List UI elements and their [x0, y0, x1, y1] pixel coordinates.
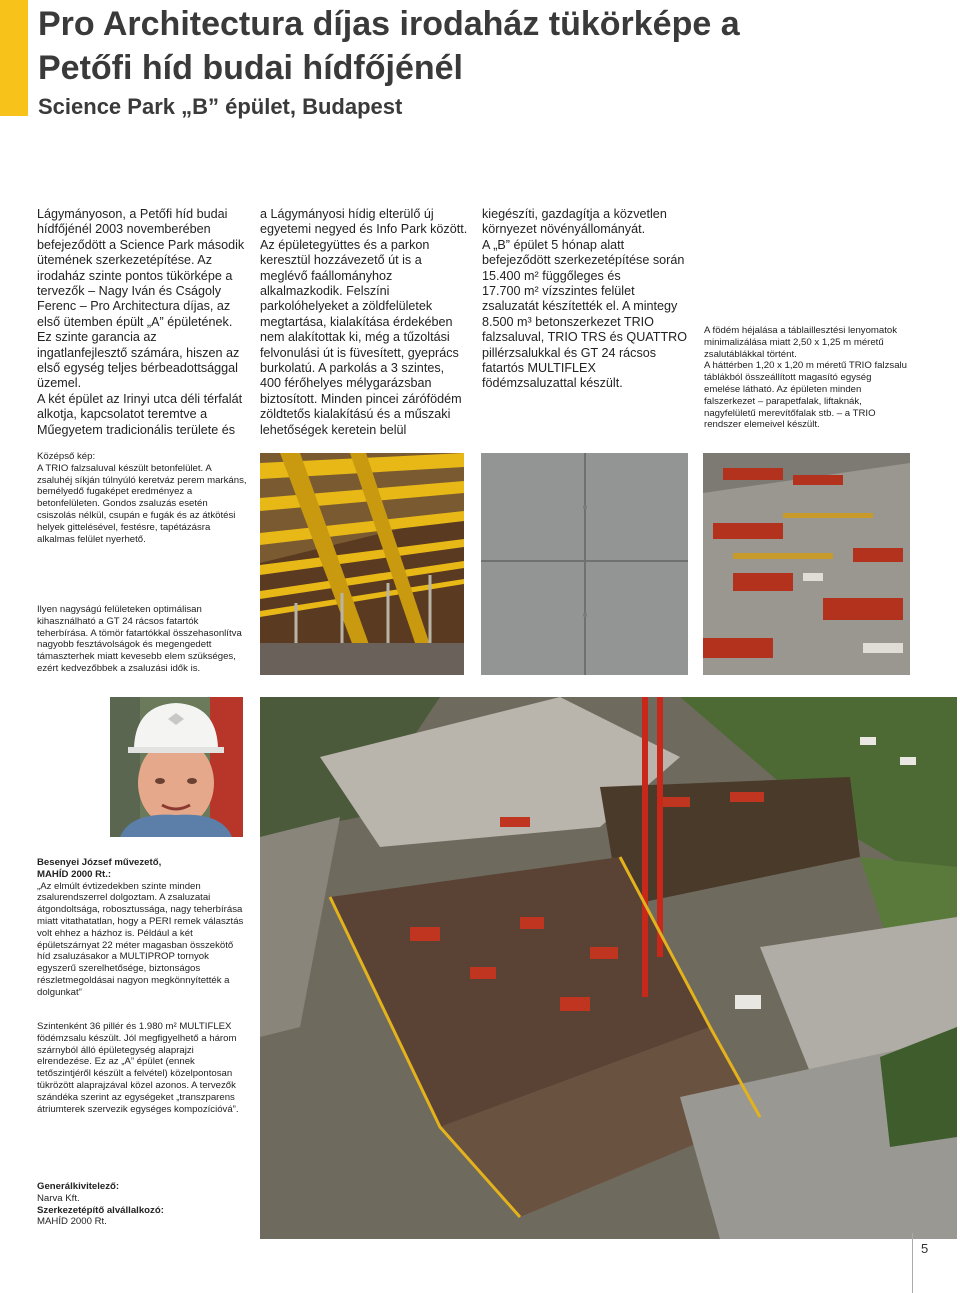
quote-name: Besenyei József művezető,: [37, 857, 162, 868]
formwork-caption-2: A háttérben 1,20 x 1,20 m méretű TRIO falzsalu táblákból összeállított magasító egység emelése látható. Az épületen minden falszerkezet – parapetfalak, liftaknák, nagyfelületű merevítőfalak stb. – a TRIO rendszer elemeivel készült.: [704, 360, 907, 431]
col3-paragraph-1: kiegészíti, gazdagítja a közvetlen környezet növényállományát.: [482, 207, 667, 237]
col2-paragraph-1: a Lágymányosi hídig elterülő új egyetemi negyed és Info Park között. Az épületegyüttes és a parkon keresztül hozzávezető út is a meglévő faállományhoz alkalmazkodik. Felszíni parkolóhelyeket a zöldfelületek megtartása, kialakítása érdekében nem alakítottak ki, még a tűzoltási felvonulási út is füvesített, gyeprács burkolatú. A parkolás a 3 szintes, 400 férőhelyes mélygarázsban biztosított. Minden pincei zárófödém zöldtetős kialakítású és a műszaki lehetőségek keretein belül: [260, 207, 468, 437]
floor-plan-text: Szintenként 36 pillér és 1.980 m² MULTIFLEX födémzsalu készült. Jól megfigyelhető a három szárnyból álló épületegység alaprajzi elrendezése. Ez az „A” épület (ennek tetőszintjéről készült a felvétel) közelpontosan tükrözött alaprajzával közel azonos. A tervezők szándéka szerint az egységeket „transzparens átriumterek szervezik egységes kompozícióvá”.: [37, 1021, 239, 1115]
floor-plan-caption: [37, 1021, 247, 1115]
middle-caption-label: Középső kép:: [37, 451, 96, 462]
title-line-2: Petőfi híd budai hídfőjénél: [38, 49, 463, 87]
col3-paragraph-2: A „B” épület 5 hónap alatt befejeződött szerkezetépítése során: [482, 237, 685, 268]
foreman-quote: [37, 857, 247, 999]
foreman-portrait-photo: [110, 697, 243, 837]
col3-paragraph-4: 17.700 m² vízszintes felület zsaluzatát készítették el. A mintegy: [482, 284, 678, 314]
col3-paragraph-3: 15.400 m² függőleges és: [482, 268, 621, 283]
accent-bar: [0, 0, 28, 116]
page-number: 5: [921, 1241, 929, 1256]
structure-contractor-value: MAHÍD 2000 Rt.: [37, 1216, 107, 1228]
formwork-caption: [704, 325, 909, 431]
general-contractor-label: Generálkivitelező:: [37, 1181, 120, 1192]
formwork-caption-1: A födém héjalása a táblaillesztési lenyomatok minimalizálása miatt 2,50 x 1,25 m méretű zsalutáblákkal történt.: [704, 325, 898, 360]
col1-paragraph-2: Ez szinte garancia az ingatlanfejlesztő számára, hiszen az első egység teljes bérbeadottsággal üzemel.: [37, 330, 240, 391]
gt24-caption: [37, 604, 245, 675]
body-column-3: [482, 207, 692, 392]
gt24-caption-text: Ilyen nagyságú felületeken optimálisan kihasználható a GT 24 rácsos fatartók teherbírása. A tömör fatartókkal összehasonlítva nagyobb fesztávolságok és megengedett támaszterhek miatt kevesebb elem szükséges, ezért kedvezőbbek a zsaluzási idők is.: [37, 604, 242, 674]
formwork-beams-photo: [260, 453, 464, 675]
concrete-surface-caption: [37, 451, 247, 545]
aerial-construction-photo: [260, 697, 957, 1239]
title-line-1: Pro Architectura díjas irodaház tükörképe a: [38, 5, 740, 43]
contractor-info: [37, 1181, 247, 1228]
page-title: [38, 2, 938, 90]
structure-contractor-label: Szerkezetépítő alvállalkozó:: [37, 1204, 164, 1216]
concrete-surface-photo: [481, 453, 688, 675]
general-contractor-value: Narva Kft.: [37, 1192, 80, 1204]
col1-paragraph-1: Lágymányoson, a Petőfi híd budai hídfőjénél 2003 novemberében befejeződött a Science Park második ütemének szerkezetépítése. Az irodaház szinte pontos tükörképe a tervezők – Nagy Iván és Cságoly Ferenc – Pro Architectura díjas, az első ütemben épült „A” épületének.: [37, 207, 245, 329]
quote-text: „Az elmúlt évtizedekben szinte minden zsalurendszerrel dolgoztam. A zsaluzatai átgondoltsága, robosztussága, nagy teherbírása miatt vitathatatlan, hogy a PERI remek választás volt ehhez a házhoz is. Például a két épületszárnyat 22 méter magasban összekötő híd zsaluzásakor a MULTIPROP tornyok egyszerű szerelhetősége, biztonságos részletmegoldásai nagyon megkönnyítették a dolgunkat”: [37, 880, 244, 998]
quote-company: MAHÍD 2000 Rt.:: [37, 868, 112, 880]
body-column-1: [37, 207, 245, 438]
col3-paragraph-5: 8.500 m³ betonszerkezet TRIO falzsaluval, TRIO TRS és QUATTRO pillérzsalukkal és GT 24 rácsos fatartós MULTIFLEX födémzsaluzattal készült.: [482, 314, 688, 391]
col1-paragraph-3: A két épület az Irinyi utca déli térfalát alkotja, kapcsolatot teremtve a Műegyetem tradicionális területe és: [37, 391, 243, 437]
page-subtitle: Science Park „B” épület, Budapest: [38, 94, 403, 119]
body-column-2: [260, 207, 468, 438]
middle-caption-text: A TRIO falzsaluval készült betonfelület. A zsaluhéj síkján túlnyúló keretváz perem markáns, bemélyedő fugaképet eredményez a betonfelületen. Gondos zsaluzás esetén csiszolás nélkül, csupán e fugák és az átkötési helyek gittelésével, festésre, tapétázásra alkalmas felület nyerhető.: [37, 462, 247, 545]
footer-divider: [912, 1233, 913, 1293]
slab-formwork-photo: [703, 453, 910, 675]
